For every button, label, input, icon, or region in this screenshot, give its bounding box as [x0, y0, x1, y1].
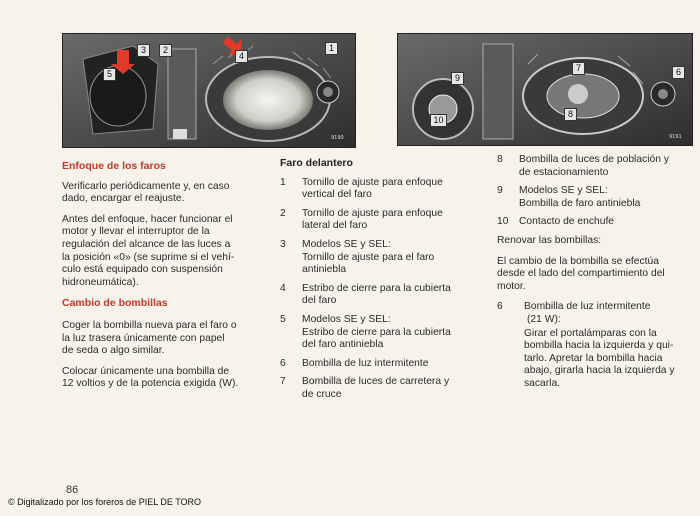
callout-1: 1	[325, 42, 338, 55]
photo-code-right: 9191	[669, 134, 682, 140]
callout-7: 7	[572, 62, 585, 75]
parts-list	[280, 177, 490, 402]
heading-enfoque: Enfoque de los faros	[62, 160, 166, 172]
item-text: Bombilla de faro antiniebla	[519, 197, 641, 209]
item-text: de cruce	[302, 388, 342, 400]
paragraph-cambio-bombilla: El cambio de la bombilla se efectúa desde el lado del compartimiento del motor.	[497, 255, 665, 292]
item-number: 4	[280, 282, 286, 294]
item-text: Bombilla de luz intermitente	[302, 357, 429, 369]
callout-6: 6	[672, 66, 685, 79]
paragraph-verificar: Verificarlo periódicamente y, en caso dado, encargar el reajuste.	[62, 180, 230, 205]
headlamp-bulbs-illustration	[398, 34, 692, 145]
item-number: 8	[497, 154, 503, 165]
part-item-6	[280, 358, 490, 371]
headlamp-photo-left	[62, 33, 356, 148]
callout-9: 9	[451, 72, 464, 85]
item-number: 7	[280, 376, 286, 388]
item-text: Contacto de enchufe	[519, 216, 615, 228]
scan-credit: © Digitalizado por los foreros de PIEL DE TORO	[8, 497, 202, 507]
item-number: 5	[280, 313, 286, 325]
item-number: 9	[497, 185, 503, 197]
item-text: Estribo de cierre para la cubierta	[302, 326, 451, 338]
instruction-item-6: 6 Bombilla de luz intermitente (21 W):	[497, 301, 651, 325]
part-item-5	[280, 314, 490, 352]
page-number: 86	[66, 484, 79, 496]
item-number: 1	[280, 176, 286, 188]
paragraph-coger: Coger la bombilla nueva para el faro o la luz trasera únicamente con papel de seda o algo similar.	[62, 319, 237, 357]
paragraph-colocar: Colocar únicamente una bombilla de 12 voltios y de la potencia exigida (W).	[62, 365, 239, 390]
item-text: de estacionamiento	[519, 166, 609, 178]
item-number: 10	[497, 216, 509, 228]
item-text: Bombilla de luces de carretera y	[302, 376, 450, 388]
heading-faro-delantero: Faro delantero	[280, 157, 353, 169]
headlamp-rear-illustration	[63, 34, 355, 147]
column-left	[62, 160, 272, 399]
callout-3: 3	[137, 44, 150, 57]
item-number: 6	[280, 357, 286, 369]
photo-code-left: 9190	[331, 135, 344, 141]
item-text: vertical del faro	[302, 189, 372, 201]
item-text: del faro antiniebla	[302, 339, 384, 351]
item-text: lateral del faro	[302, 220, 368, 232]
callout-8: 8	[564, 108, 577, 121]
instruction-detail: Girar el portalámparas con la bombilla hacia la izquierda y qui- tarlo. Apretar la bombilla hacia abajo, girarla hacia la izquierda y sacarla.	[524, 327, 675, 389]
item-text: Modelos SE y SEL:	[302, 238, 391, 250]
column-right	[497, 154, 697, 391]
part-item-7	[280, 376, 490, 401]
callout-10: 10	[430, 114, 447, 127]
part-item-1	[280, 177, 490, 202]
callout-4: 4	[235, 50, 248, 63]
part-item-9	[497, 185, 697, 210]
part-item-2	[280, 208, 490, 233]
item-text: Modelos SE y SEL:	[302, 313, 391, 325]
item-text: del faro	[302, 295, 337, 307]
part-item-3	[280, 239, 490, 277]
item-text: Tornillo de ajuste para enfoque	[302, 176, 443, 188]
item-number: 2	[280, 207, 286, 219]
item-number: 3	[280, 238, 286, 250]
column-middle	[280, 157, 490, 408]
parts-list-continued	[497, 154, 697, 229]
item-text: Bombilla de luces de población y	[519, 154, 669, 165]
heading-cambio: Cambio de bombillas	[62, 297, 168, 310]
item-text: Modelos SE y SEL:	[519, 185, 608, 197]
part-item-4	[280, 283, 490, 308]
item-text: Tornillo de ajuste para enfoque	[302, 207, 443, 219]
callout-5: 5	[103, 68, 116, 81]
item-text: antiniebla	[302, 264, 347, 276]
item-text: Estribo de cierre para la cubierta	[302, 282, 451, 294]
part-item-10	[497, 216, 697, 229]
item-text: Tornillo de ajuste para el faro	[302, 251, 435, 263]
paragraph-antes: Antes del enfoque, hacer funcionar el motor y llevar el interruptor de la regulación del alcance de las luces a la posición «0» (se suprime si el vehí- culo está equipado con suspensión hidroneumática).	[62, 213, 235, 288]
callout-2: 2	[159, 44, 172, 57]
headlamp-photo-right	[397, 33, 693, 146]
paragraph-renovar: Renovar las bombillas:	[497, 234, 602, 246]
part-item-8	[497, 154, 697, 179]
